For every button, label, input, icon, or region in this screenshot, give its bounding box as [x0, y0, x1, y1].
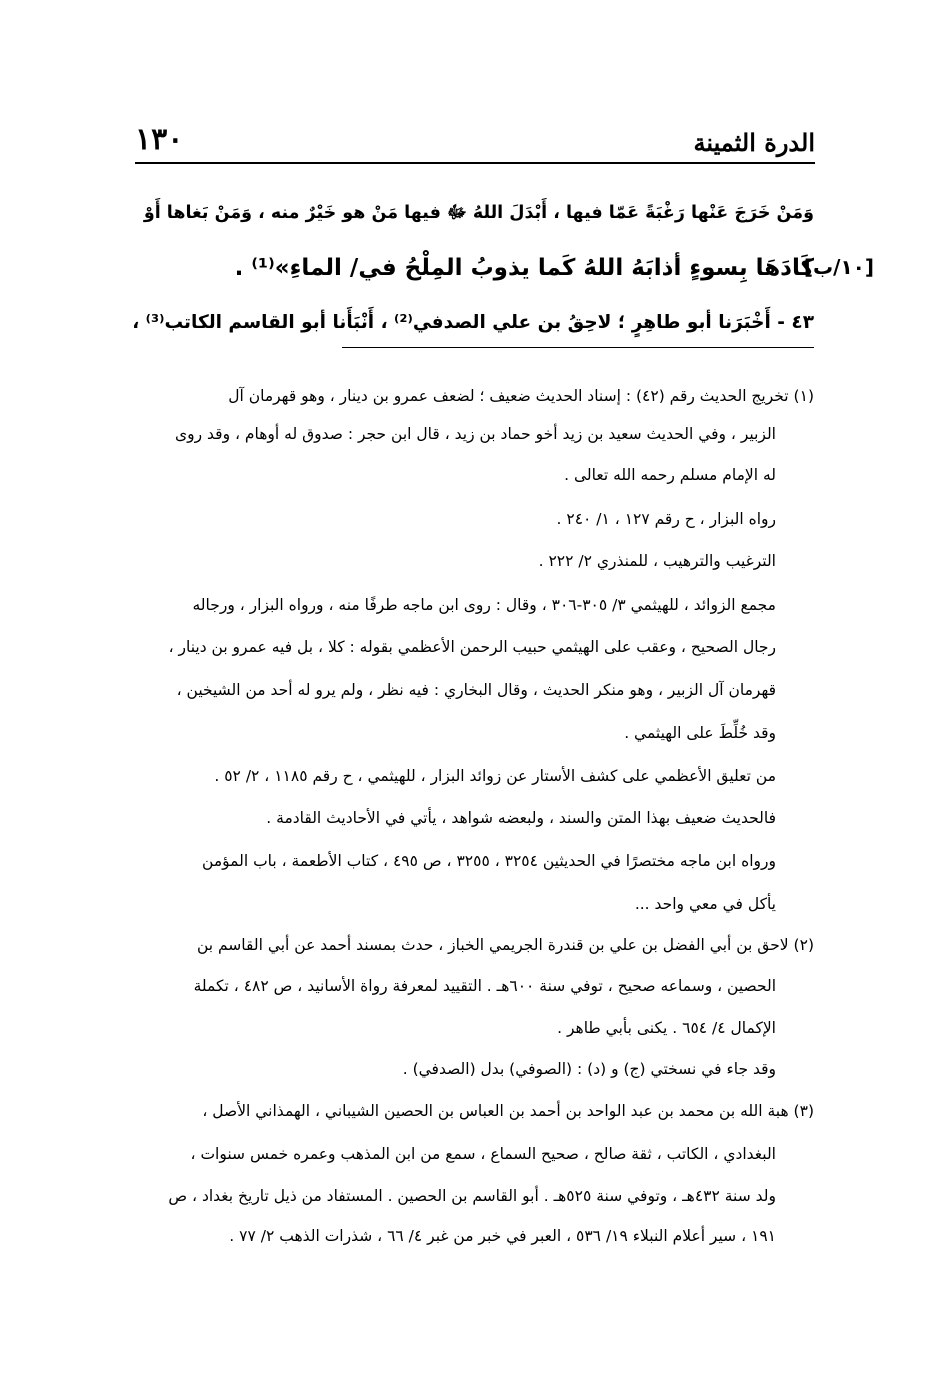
- page-header: [135, 120, 815, 164]
- footnote-line: ١٩١ ، سير أعلام النبلاء ١٩/ ٥٣٦ ، العبر في خبر من غبر ٤/ ٦٦ ، شذرات الذهب ٢/ ٧٧ .: [229, 1227, 776, 1245]
- footnote-line: رجال الصحيح ، وعقب على الهيثمي حبيب الرحمن الأعظمي بقوله : كلا ، بل فيه عمرو بن دينار ،: [168, 638, 776, 656]
- footnote-line: وقد خُلِّطَ على الهيثمي .: [624, 724, 776, 742]
- footnote-line: ولد سنة ٤٣٢هـ ، وتوفي سنة ٥٢٥هـ . أبو القاسم بن الحصين . المستفاد من ذيل تاريخ بغداد ، ص: [168, 1187, 776, 1205]
- footnote-line: الترغيب والترهيب ، للمنذري ٢/ ٢٢٢ .: [538, 552, 776, 570]
- footnote-line: (١) تخريج الحديث رقم (٤٢) : إسناد الحديث ضعيف ؛ لضعف عمرو بن دينار ، وهو قهرمان آل: [228, 387, 814, 405]
- footnote-line: وقد جاء في نسختي (ج) و (د) : (الصوفي) بدل (الصدفي) .: [402, 1060, 776, 1078]
- footnote-line: من تعليق الأعظمي على كشف الأستار عن زوائد البزار ، للهيثمي ، ح رقم ١١٨٥ ، ٢/ ٥٢ .: [214, 767, 776, 785]
- main-text-line: ٤٣ - أَخْبَرَنا أبو طاهِرٍ ؛ لاحِقُ بن علي الصدفي⁽²⁾ ، أَنْبَأَنا أبو القاسم الكاتب⁽³⁾ ،: [132, 312, 814, 333]
- footnote-line: (٣) هبة الله بن محمد بن عبد الواحد بن أحمد بن العباس بن الحصين الشيباني ، الهمذاني الأصل ،: [202, 1102, 814, 1120]
- main-text-line: وَمَنْ خَرَجَ عَنْها رَغْبَةً عَمّا فيها ، أَبْدَلَ اللهُ ﷻ فيها مَنْ هو خَيْرٌ منه ، وَمَنْ بَغاها أَوْ: [143, 203, 814, 223]
- footnote-line: ورواه ابن ماجه مختصرًا في الحديثين ٣٢٥٤ ، ٣٢٥٥ ، ص ٤٩٥ ، كتاب الأطعمة ، باب المؤمن: [202, 852, 776, 870]
- page-number: ١٣٠: [135, 122, 184, 157]
- footnote-separator: [342, 347, 814, 348]
- footnote-line: الزبير ، وفي الحديث سعيد بن زيد أخو حماد بن زيد ، قال ابن حجر : صدوق له أوهام ، وقد روى: [175, 425, 776, 443]
- footnote-line: (٢) لاحق بن أبي الفضل بن علي بن قندرة الجريمي الخباز ، حدث بمسند أحمد عن أبي القاسم بن: [196, 936, 814, 954]
- footnote-line: قهرمان آل الزبير ، وهو منكر الحديث ، وقال البخاري : فيه نظر ، ولم يرو له أحد من الشيخين ،: [176, 681, 776, 699]
- manuscript-folio-ref: [١٠/ب]: [803, 255, 874, 279]
- footnote-line: له الإمام مسلم رحمه الله تعالى .: [564, 466, 776, 484]
- main-text-line: كَادَهَا بِسوءٍ أذابَهُ اللهُ كَما يذوبُ المِلْحُ في/ الماءِ»⁽¹⁾ .: [234, 255, 814, 281]
- footnote-line: يأكل في معي واحد ...: [634, 895, 776, 913]
- footnote-line: مجمع الزوائد ، للهيثمي ٣/ ٣٠٥-٣٠٦ ، وقال : روى ابن ماجه طرفًا منه ، ورواه البزار ، ورجاله: [192, 596, 776, 614]
- running-title: الدرة الثمينة: [693, 128, 815, 157]
- footnote-line: الحصين ، وسماعه صحيح ، توفي سنة ٦٠٠هـ . التقييد لمعرفة رواة الأسانيد ، ص ٤٨٢ ، تكملة: [193, 977, 776, 995]
- footnote-line: فالحديث ضعيف بهذا المتن والسند ، ولبعضه شواهد ، يأتي في الأحاديث القادمة .: [266, 809, 776, 827]
- footnote-line: رواه البزار ، ح رقم ١٢٧ ، ١/ ٢٤٠ .: [556, 510, 776, 528]
- footnote-line: الإكمال ٤/ ٦٥٤ . يكنى بأبي طاهر .: [557, 1019, 776, 1037]
- footnote-line: البغدادي ، الكاتب ، ثقة صالح ، صحيح السماع ، سمع من ابن المذهب وعمره خمس سنوات ،: [190, 1145, 776, 1163]
